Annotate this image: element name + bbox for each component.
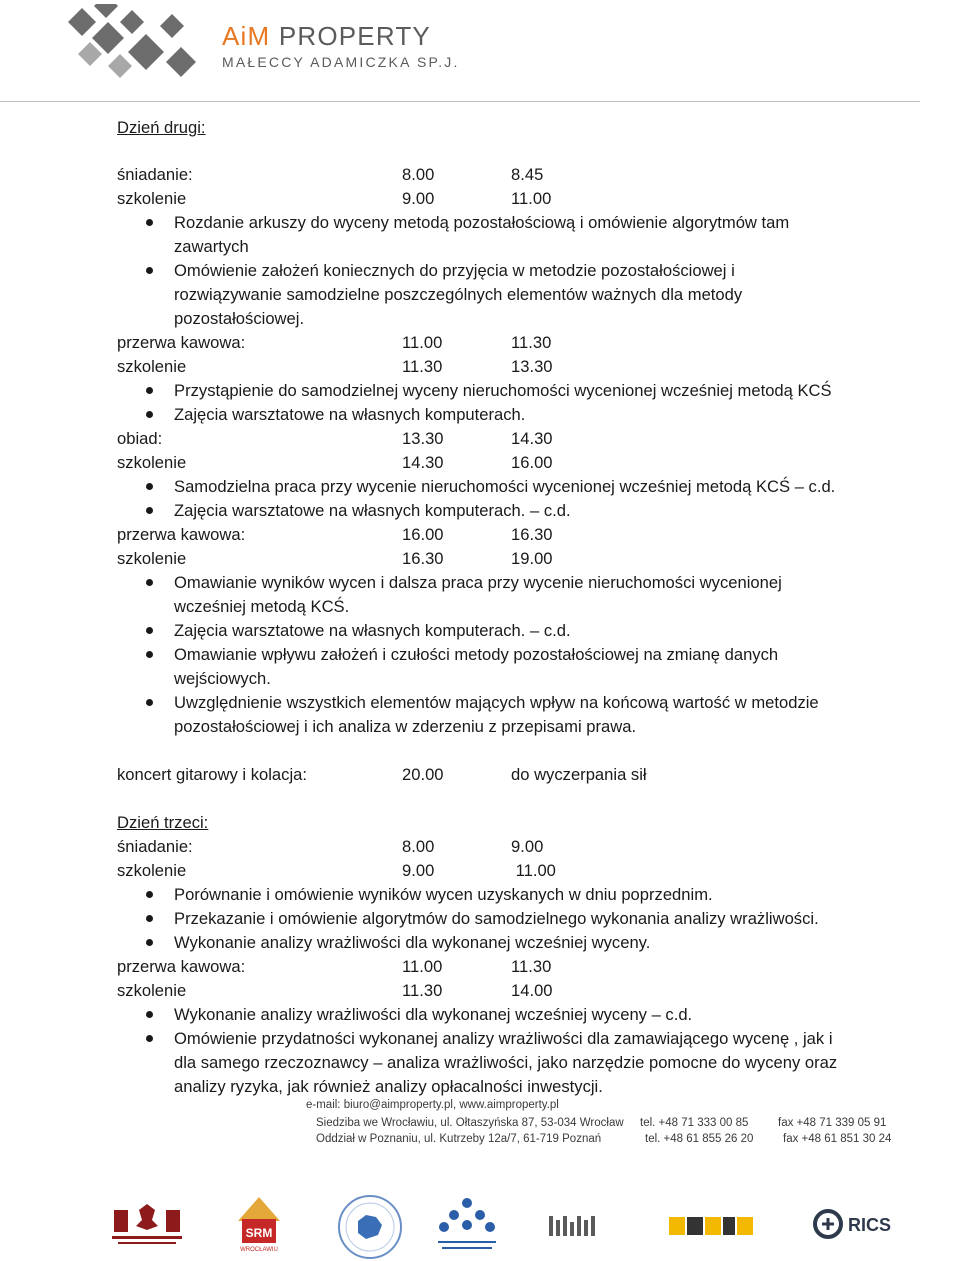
srm-logo-text: SRM (245, 1226, 273, 1240)
day2-bullet6: Zajęcia warsztatowe na własnych komputerach. – c.d. (174, 501, 571, 520)
day2-session3-start: 14.30 (402, 453, 444, 472)
day2-session1-end: 11.00 (511, 189, 552, 208)
day3-bullet5-line2: dla samego rzeczoznawcy – analiza wrażliwości, jako narzędzie pomocne do wyceny oraz (174, 1053, 838, 1072)
day3-breakfast-start: 8.00 (402, 837, 435, 856)
day2-breakfast-end: 8.45 (511, 165, 544, 184)
day2-bullet4: Zajęcia warsztatowe na własnych komputerach. (174, 405, 526, 424)
day3-bullet4: Wykonanie analizy wrażliwości dla wykonanej wcześniej wyceny – c.d. (174, 1005, 693, 1024)
day3-bullet1: Porównanie i omówienie wyników wycen uzyskanych w dniu poprzednim. (174, 885, 713, 904)
day2-coffee2-end: 16.30 (511, 525, 553, 544)
day2-bullet1-line1: Rozdanie arkuszy do wyceny metodą pozostałościową i omówienie algorytmów tam (174, 213, 790, 232)
footer-email-web: e-mail: biuro@aimproperty.pl, www.aimproperty.pl (306, 1099, 559, 1111)
day2-lunch-start: 13.30 (402, 429, 444, 448)
chamber-of-architects-logo (110, 1200, 184, 1248)
day2-session1-label: szkolenie (117, 189, 187, 208)
day2-lunch-row (117, 427, 553, 451)
day3-bullet5-line1: Omówienie przydatności wykonanej analizy wrażliwości dla zamawiającego wycenę , jak i (174, 1029, 833, 1048)
day2-concert-row (117, 763, 647, 787)
header-divider (0, 101, 920, 102)
bullet-dot (146, 1035, 153, 1042)
day2-session2-label: szkolenie (117, 357, 187, 376)
brand-name-part2: PROPERTY (270, 21, 431, 51)
day2-bullet1-line2: zawartych (174, 237, 249, 256)
day3-session2-start: 11.30 (402, 981, 443, 1000)
day2-bullet7-line1: Omawianie wyników wycen i dalsza praca przy wycenie nieruchomości wycenionej (174, 573, 782, 592)
day3-coffee-start: 11.00 (402, 957, 443, 976)
day2-bullet2-line1: Omówienie założeń koniecznych do przyjęcia w metodzie pozostałościowej i (174, 261, 735, 280)
day2-coffee1-start: 11.00 (402, 333, 443, 352)
rics-logo (812, 1206, 896, 1242)
day2-bullet10-line1: Uwzględnienie wszystkich elementów mających wpływ na końcową wartość w metodzie (174, 693, 819, 712)
day3-session1-label: szkolenie (117, 861, 187, 880)
bullet-dot (146, 387, 153, 394)
regional-association-seal-logo (336, 1193, 404, 1261)
day2-session2-start: 11.30 (402, 357, 443, 376)
day2-lunch-label: obiad: (117, 429, 163, 448)
day3-bullet5-line3: analizy ryzyka, jak również analizy opłacalności inwestycji. (174, 1077, 603, 1096)
day2-session4-row (117, 547, 553, 571)
bullet-dot (146, 267, 153, 274)
day2-bullet7-line2: wcześniej metodą KCŚ. (174, 597, 350, 616)
polish-federation-valuers-logo (430, 1195, 504, 1257)
day2-concert-end: do wyczerpania sił (511, 765, 647, 784)
day3-session1-start: 9.00 (402, 861, 435, 880)
rics-logo-text: RICS (848, 1215, 892, 1235)
colored-blocks-logo (669, 1215, 753, 1237)
day3-session2-label: szkolenie (117, 981, 187, 1000)
bullet-dot (146, 891, 153, 898)
day3-coffee-row (117, 955, 552, 979)
day2-bullet5: Samodzielna praca przy wycenie nieruchomości wycenionej wcześniej metodą KCŚ – c.d. (174, 477, 836, 496)
day2-coffee2-label: przerwa kawowa: (117, 525, 246, 544)
company-logo-mark (68, 4, 200, 84)
day2-bullet9-line2: wejściowych. (174, 669, 271, 688)
day3-coffee-label: przerwa kawowa: (117, 957, 246, 976)
day2-bullet2-line3: pozostałościowej. (174, 309, 305, 328)
day2-breakfast-label: śniadanie: (117, 165, 193, 184)
day2-title: Dzień drugi: (117, 118, 206, 137)
bullet-dot (146, 651, 153, 658)
day2-session2-row (117, 355, 553, 379)
day3-coffee-end: 11.30 (511, 957, 552, 976)
day3-breakfast-label: śniadanie: (117, 837, 193, 856)
day3-session2-row (117, 979, 553, 1003)
bullet-dot (146, 483, 153, 490)
bullet-dot (146, 507, 153, 514)
day3-bullet2: Przekazanie i omówienie algorytmów do samodzielnego wykonania analizy wrażliwości. (174, 909, 819, 928)
bullet-dot (146, 915, 153, 922)
day2-bullet3: Przystąpienie do samodzielnej wyceny nieruchomości wycenionej wcześniej metodą KCŚ (174, 381, 832, 400)
bars-logo (547, 1214, 601, 1238)
day2-session3-end: 16.00 (511, 453, 553, 472)
day2-session2-end: 13.30 (511, 357, 553, 376)
day2-session1-start: 9.00 (402, 189, 435, 208)
day2-bullet8: Zajęcia warsztatowe na własnych komputerach. – c.d. (174, 621, 571, 640)
day3-breakfast-end: 9.00 (511, 837, 544, 856)
day2-lunch-end: 14.30 (511, 429, 553, 448)
brand-name (222, 21, 431, 52)
day2-session1-row (117, 187, 552, 211)
footer-branch-fax: fax +48 61 851 30 24 (783, 1133, 892, 1145)
day2-coffee2-start: 16.00 (402, 525, 444, 544)
day3-breakfast-row (117, 835, 544, 859)
bullet-dot (146, 699, 153, 706)
day3-title: Dzień trzeci: (117, 813, 209, 832)
day2-concert-label: koncert gitarowy i kolacja: (117, 765, 307, 784)
footer-seat-fax: fax +48 71 339 05 91 (778, 1117, 887, 1129)
day2-bullet10-line2: pozostałościowej i ich analiza w zderzeniu z przepisami prawa. (174, 717, 637, 736)
day2-breakfast-start: 8.00 (402, 165, 435, 184)
day2-coffee1-row (117, 331, 552, 355)
bullet-dot (146, 411, 153, 418)
bullet-dot (146, 579, 153, 586)
day3-bullet3: Wykonanie analizy wrażliwości dla wykonanej wcześniej wyceny. (174, 933, 651, 952)
day2-session4-label: szkolenie (117, 549, 187, 568)
day2-concert-start: 20.00 (402, 765, 444, 784)
bullet-dot (146, 1011, 153, 1018)
footer-branch-tel: tel. +48 61 855 26 20 (645, 1133, 754, 1145)
bullet-dot (146, 627, 153, 634)
srm-logo-subtext: WROCŁAWIU (240, 1247, 278, 1253)
day2-coffee1-end: 11.30 (511, 333, 552, 352)
footer-seat-address: Siedziba we Wrocławiu, ul. Ołtaszyńska 87, 53-034 Wrocław (316, 1117, 624, 1129)
day2-breakfast-row (117, 163, 544, 187)
day2-session3-label: szkolenie (117, 453, 187, 472)
day2-coffee1-label: przerwa kawowa: (117, 333, 246, 352)
brand-tagline: MAŁECCY ADAMICZKA SP.J. (222, 54, 460, 70)
day2-session4-end: 19.00 (511, 549, 553, 568)
day2-coffee2-row (117, 523, 553, 547)
day3-session2-end: 14.00 (511, 981, 553, 1000)
day3-session1-end: 11.00 (511, 861, 556, 880)
day2-bullet2-line2: rozwiązywanie samodzielne poszczególnych elementów ważnych dla metody (174, 285, 743, 304)
day2-session4-start: 16.30 (402, 549, 444, 568)
day2-session3-row (117, 451, 553, 475)
bullet-dot (146, 939, 153, 946)
day3-session1-row (117, 859, 556, 883)
footer-branch-address: Oddział w Poznaniu, ul. Kutrzeby 12a/7, 61-719 Poznań (316, 1133, 602, 1145)
day2-bullet9-line1: Omawianie wpływu założeń i czułości metody pozostałościowej na zmianę danych (174, 645, 779, 664)
footer-seat-tel: tel. +48 71 333 00 85 (640, 1117, 749, 1129)
brand-name-part1: AiM (222, 21, 271, 51)
bullet-dot (146, 219, 153, 226)
srm-wroclaw-logo (236, 1195, 282, 1253)
